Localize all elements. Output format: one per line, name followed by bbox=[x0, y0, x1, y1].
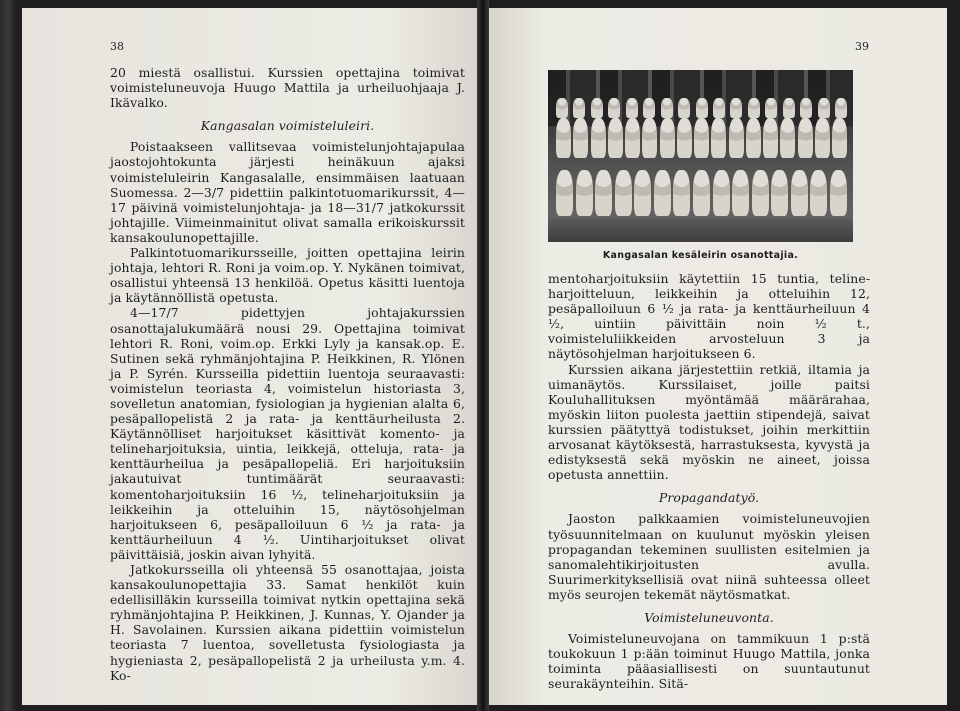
paragraph: Jaoston palkkaamien voimisteluneuvojien työsuunnitelmaan on kuulunut myöskin yleisen propagandan tekeminen suullisten esitelmien ja sanomalehtikirjoitusten avulla. Suurimerkityksellisiä ovat niinä suhteessa olleet myös seurojen tekemät näytösmatkat. bbox=[548, 511, 870, 602]
paragraph: 4—17/7 pidettyjen johtajakurssien osanottajalukumäärä nousi 29. Opettajina toimivat lehtori R. Roni, voim.op. Erkki Lyly ja kansak.op. E. Sutinen sekä ryhmänjohtajina P. Heikkinen, R. Ylönen ja P. Syrén. Kursseilla pidettiin luentoja seuraavasti: voimistelun teoriasta 4, voimistelun historiasta 3, sovelletun anatomian, fysiologian ja hygienian alalta 6, pesäpallopelistä 2 ja rata- ja kenttäurheilusta 2. Käytännölliset harjoitukset käsittivät komento- ja telineharjoituksia, uintia, leikkejä, otteluja, rata- ja kenttäurheilua ja pesäpallopeliä. Eri harjoituksiin jakautuivat tuntimäärät seuraavasti: komentoharjoituksiin 16 ½, telineharjoituksiin ja leikkeihin ja otteluihin 15, näytösohjelman harjoitukseen 6, pesäpalloiluun 6 ½ ja rata- ja kenttäurheiluun 4 ½. Uintiharjoitukset olivat päivittäisiä, joskin aivan lyhyitä. bbox=[110, 305, 465, 562]
photo-caption: Kangasalan kesäleirin osanottajia. bbox=[602, 250, 799, 261]
paragraph: Palkintotuomarikursseille, joitten opettajina leirin johtaja, lehtori R. Roni ja voim.op. Y. Nykänen toimivat, osallistui yhteensä 13 henkilöä. Opetus käsitti luentoja ja käytännöllistä opetusta. bbox=[110, 245, 465, 306]
paragraph: Kurssien aikana järjestettiin retkiä, iltamia ja uimanäytös. Kurssilaiset, joille paitsi Kouluhallituksen myöntämää määrärahaa, myöskin liiton puolesta jaettiin stipendejä, saivat kurssien päätyttyä todistukset, joihin merkittiin arvosanat käytöksestä, harrastuksesta, kyvystä ja edistyksestä sekä myöskin ne aineet, joissa opetusta annettiin. bbox=[548, 361, 870, 483]
left-page bbox=[22, 8, 477, 705]
page-number-left: 38 bbox=[110, 40, 124, 53]
group-photo bbox=[548, 70, 853, 242]
right-page bbox=[489, 8, 947, 705]
paragraph: Poistaakseen vallitsevaa voimistelunjohtajapulaa jaostojohtokunta järjesti heinäkuun ajaksi voimisteluleirin Kangasalalle, ensimmäisen laatuaan Suomessa. 2—3/7 pidettiin palkintotuomarikurssit, 4—17 päivinä voimistelunjohtaja- ja 18—31/7 jatkokurssit johtajille. Viimeinmainitut olivat samalla erikoiskurssit kansakoulunopettajille. bbox=[110, 139, 465, 245]
right-page-text bbox=[548, 271, 870, 691]
paragraph: 20 miestä osallistui. Kurssien opettajina toimivat voimisteluneuvoja Huugo Mattila ja urheiluohjaaja J. Ikävalko. bbox=[110, 65, 465, 111]
paragraph: Jatkokursseilla oli yhteensä 55 osanottajaa, joista kansakoulunopettajia 33. Samat henkilöt kuin edellisilläkin kursseilla toimivat nytkin opettajina sekä ryhmänjohtajina P. Heikkinen, J. Kunnas, Y. Ojander ja H. Savolainen. Kurssien aikana pidettiin voimistelun teoriasta 7 luentoa, sovelletusta fysiologiasta ja hygieniasta 2, pesäpallopelistä 2 ja urheilusta y.m. 4. Ko- bbox=[110, 562, 465, 683]
section-heading: Kangasalan voimisteluleiri. bbox=[200, 118, 375, 134]
paragraph: mentoharjoituksiin käytettiin 15 tuntia, telineharjoitteluun, leikkeihin ja otteluihin 12, pesäpalloiluun 6 ½ ja rata- ja kenttäurheiluun 4 ½, uintiin päivittäin noin ½ t., voimisteluliikkeiden arvosteluun 3 ja näytösohjelman harjoitukseen 6. bbox=[548, 271, 870, 362]
page-number-right: 39 bbox=[855, 40, 869, 53]
book-gutter bbox=[477, 0, 489, 711]
paragraph: Voimisteluneuvojana on tammikuun 1 p:stä toukokuun 1 p:ään toiminut Huugo Mattila, jonka toiminta pääasiallisesti on suuntautunut seurakäynteihin. Sitä- bbox=[548, 631, 870, 692]
section-heading: Voimisteluneuvonta. bbox=[644, 609, 774, 625]
left-page-text bbox=[110, 65, 465, 683]
section-heading: Propagandatyö. bbox=[658, 490, 760, 506]
